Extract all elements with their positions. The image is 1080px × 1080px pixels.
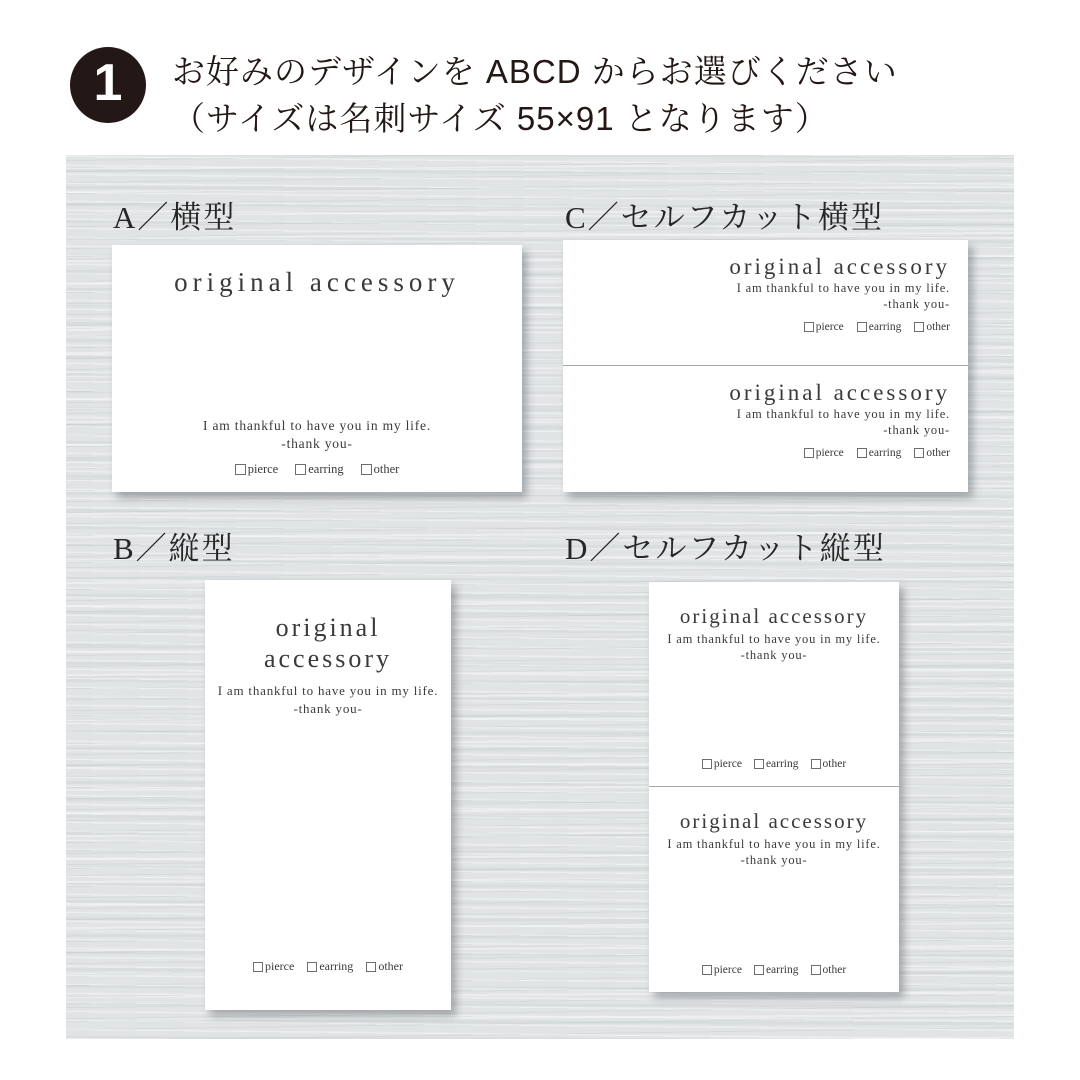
checkbox-icon (754, 759, 764, 769)
card-c-top-half (563, 240, 968, 366)
checkbox-icon (754, 965, 764, 975)
checkbox-row (253, 959, 403, 974)
message-line-2: -thank you- (740, 648, 808, 663)
checkbox-icon (702, 759, 712, 769)
thank-you-message (203, 417, 431, 453)
checkbox-other (914, 447, 950, 459)
checkbox-icon (361, 464, 372, 475)
checkbox-other (914, 321, 950, 333)
checkbox-icon (702, 965, 712, 975)
message-line-1: I am thankful to have you in my life. (217, 683, 439, 699)
thank-you-message (218, 682, 439, 717)
checkbox-row (804, 447, 950, 459)
checkbox-label: other (926, 446, 950, 459)
message-line-2: -thank you- (883, 423, 950, 438)
checkbox-other (366, 959, 403, 974)
header-line-1: お好みのデザインを ABCD からお選びください (172, 53, 898, 90)
checkbox-label: pierce (815, 446, 844, 459)
checkbox-earring (857, 321, 902, 333)
checkbox-label: pierce (815, 320, 844, 333)
checkbox-earring (307, 959, 353, 974)
checkbox-pierce (702, 758, 742, 770)
card-d-bottom-half (649, 787, 899, 992)
brand-line-1: original (275, 613, 381, 642)
card-design-c (563, 240, 968, 492)
card-design-a (112, 245, 522, 492)
checkbox-icon (307, 962, 317, 972)
checkbox-label: other (822, 964, 847, 976)
message-line-1: I am thankful to have you in my life. (736, 281, 950, 295)
thank-you-message (737, 280, 950, 313)
checkbox-label: earring (868, 446, 902, 459)
checkbox-label: earring (308, 462, 344, 476)
section-label-d: D／セルフカット縦型 (565, 531, 886, 566)
checkbox-earring (754, 964, 799, 976)
brand-title (264, 612, 392, 674)
brand-line-2: accessory (263, 644, 393, 674)
checkbox-icon (804, 322, 814, 332)
checkbox-icon (366, 962, 376, 972)
checkbox-label: pierce (713, 758, 742, 770)
checkbox-row (235, 462, 400, 477)
checkbox-icon (811, 965, 821, 975)
message-line-1: I am thankful to have you in my life. (736, 407, 950, 421)
checkbox-icon (811, 759, 821, 769)
checkbox-earring (295, 462, 343, 477)
checkbox-other (811, 758, 847, 770)
brand-title: original accessory (679, 604, 869, 628)
section-label-a: A／横型 (113, 200, 237, 235)
checkbox-earring (754, 758, 799, 770)
checkbox-label: pierce (247, 462, 279, 476)
checkbox-row (702, 964, 846, 976)
message-line-1: I am thankful to have you in my life. (667, 837, 881, 851)
section-label-c: C／セルフカット横型 (565, 200, 885, 235)
message-line-1: I am thankful to have you in my life. (667, 632, 881, 646)
message-line-2: -thank you- (740, 853, 808, 868)
checkbox-pierce (804, 447, 844, 459)
checkbox-icon (914, 322, 924, 332)
brand-title: original accessory (729, 380, 950, 405)
checkbox-row (702, 758, 846, 770)
thank-you-message (667, 836, 880, 869)
design-options-panel (66, 155, 1014, 1039)
message-line-2: -thank you- (293, 700, 363, 716)
checkbox-other (361, 462, 400, 477)
checkbox-pierce (235, 462, 279, 477)
checkbox-pierce (253, 959, 294, 974)
checkbox-pierce (804, 321, 844, 333)
step-number: 1 (93, 54, 123, 112)
checkbox-row (804, 321, 950, 333)
step-number-badge (70, 47, 146, 123)
checkbox-label: earring (765, 964, 799, 976)
checkbox-earring (857, 447, 902, 459)
checkbox-label: pierce (265, 959, 295, 973)
checkbox-icon (804, 448, 814, 458)
checkbox-label: earring (765, 758, 799, 770)
checkbox-label: other (926, 320, 950, 333)
thank-you-message (737, 406, 950, 439)
checkbox-label: earring (319, 959, 354, 973)
message-line-1: I am thankful to have you in my life. (203, 417, 431, 433)
section-label-b: B／縦型 (113, 531, 235, 566)
card-design-b (205, 580, 451, 1010)
message-line-2: -thank you- (281, 435, 353, 451)
checkbox-label: pierce (713, 964, 742, 976)
checkbox-label: earring (868, 320, 902, 333)
checkbox-icon (253, 962, 263, 972)
checkbox-icon (857, 322, 867, 332)
checkbox-pierce (702, 964, 742, 976)
checkbox-icon (857, 448, 867, 458)
brand-title: original accessory (174, 267, 460, 297)
header-instructions (172, 48, 898, 142)
brand-title: original accessory (729, 254, 950, 279)
card-d-top-half (649, 582, 899, 787)
checkbox-icon (295, 464, 306, 475)
checkbox-label: other (378, 959, 403, 973)
header-line-2: （サイズは名刺サイズ 55×91 となります） (172, 100, 829, 137)
checkbox-icon (235, 464, 246, 475)
checkbox-label: other (373, 462, 400, 476)
thank-you-message (667, 631, 880, 664)
message-line-2: -thank you- (883, 297, 950, 312)
checkbox-other (811, 964, 847, 976)
card-design-d (649, 582, 899, 992)
brand-title: original accessory (679, 809, 869, 833)
checkbox-icon (914, 448, 924, 458)
checkbox-label: other (822, 758, 847, 770)
card-c-bottom-half (563, 366, 968, 492)
